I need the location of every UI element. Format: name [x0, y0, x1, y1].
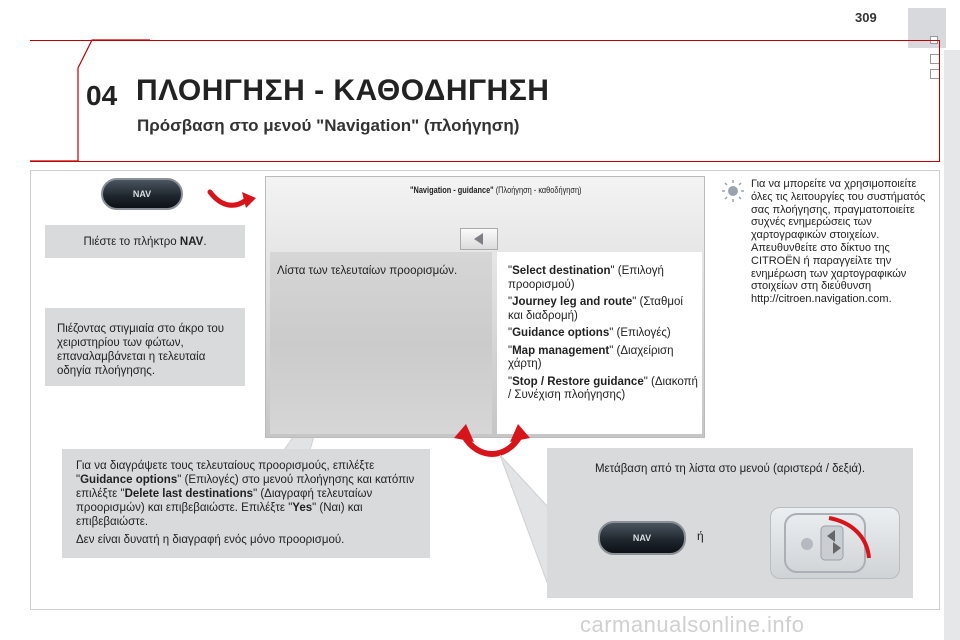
delete-text-4: " (Ναι) και επιβεβαιώστε. [76, 502, 363, 528]
menu-item-label: Guidance options [512, 327, 610, 339]
menu-item-desc: (Σταθμοί και διαδρομή) [508, 296, 683, 322]
screen-title [410, 185, 582, 195]
menu-list [508, 265, 700, 407]
nav-key-label: NAV [179, 236, 204, 248]
nav-button-2: NAV [598, 521, 686, 555]
press-nav-period: . [203, 236, 207, 248]
side-rail [944, 50, 960, 640]
chapter-number: 04 [86, 80, 118, 111]
info-lamp-icon [722, 180, 744, 202]
menu-item-label: Select destination [512, 265, 611, 277]
delete-last-label: Delete last destinations [124, 488, 254, 500]
delete-text-2: " (Επιλογές) στο μενού πλοήγησης και κατόπιν επιλέξτε " [76, 474, 415, 500]
menu-item-stop-restore[interactable]: "Stop / Restore guidance" (Διακοπή / Συνέχιση πλοήγησης) [508, 375, 698, 401]
back-arrow-icon [461, 229, 497, 249]
screen-title-rest: (Πλοήγηση - καθοδήγηση) [493, 185, 582, 195]
press-nav-note [45, 225, 245, 258]
menu-item-desc: (Διαχείριση χάρτη) [508, 344, 674, 370]
menu-item-select-destination[interactable]: "Select destination" (Επιλογή προορισμού) [508, 265, 664, 291]
recent-destinations-list[interactable] [270, 252, 492, 434]
delete-text-3: " (Διαγραφή τελευταίων προορισμών) και επιβεβαιώστε. Επιλέξτε " [76, 488, 373, 514]
steering-controls-icon [771, 508, 900, 579]
menu-item-desc: (Επιλογή προορισμού) [508, 265, 664, 291]
menu-item-map-management[interactable]: "Map management" (Διαχείριση χάρτη) [508, 344, 674, 370]
delete-single-note: Δεν είναι δυνατή η διαγραφή ενός μόνο προορισμού. [76, 534, 345, 546]
nav-button: NAV [101, 178, 183, 210]
press-nav-text: Πιέστε το πλήκτρο [83, 236, 180, 248]
menu-item-guidance-options[interactable]: "Guidance options" (Επιλογές) [508, 327, 671, 339]
page-subtitle: Πρόσβαση στο μενού "Navigation" (πλοήγηση) [137, 116, 520, 135]
menu-item-desc: (Διακοπή / Συνέχιση πλοήγησης) [508, 375, 698, 401]
switch-list-text: Μετάβαση από τη λίστα στο μενού (αριστερά / δεξιά). [594, 463, 866, 475]
delete-text-1: Για να διαγράψετε τους τελευταίους προορισμούς, επιλέξτε " [76, 460, 375, 486]
menu-item-journey-leg[interactable]: "Journey leg and route" (Σταθμοί και διαδρομή) [508, 296, 683, 322]
page-number: 309 [855, 10, 877, 25]
callout-pointer-right [500, 455, 550, 595]
red-arrow-icon [208, 186, 258, 216]
steering-controls-image [770, 507, 900, 579]
recent-destinations-label: Λίστα των τελευταίων προορισμών. [277, 265, 458, 277]
watermark: carmanualsonline.info [580, 612, 805, 637]
menu-item-label: Journey leg and route [512, 296, 633, 308]
yes-label: Yes [292, 502, 313, 514]
update-info: Για να μπορείτε να χρησιμοποιείτε όλες τις λειτουργίες του συστήματός σας πλοήγησης, πραγματοποιείτε συχνές ενημερώσεις των χαρτογραφικών στοιχείων. Απευθυνθείτε στο δίκτυο της CITROËN ή παραγγείλτε την ενημέρωση των χαρτογραφικών στοιχείων στη διεύθυνση http://citroen.navigation.com. [751, 178, 926, 306]
menu-item-label: Map management [512, 344, 610, 357]
delete-destinations-note [62, 449, 430, 558]
menu-item-desc: (Επιλογές) [613, 327, 671, 339]
menu-item-label: Stop / Restore guidance [512, 375, 644, 388]
guidance-options-label: Guidance options [80, 474, 178, 486]
screen-title-bold: "Navigation - guidance" [410, 185, 494, 195]
quick-press-note: Πιέζοντας στιγμιαία στο άκρο του χειριστηρίου των φώτων, επαναλαμβάνεται η τελευταία οδηγία πλοήγησης. [45, 308, 245, 386]
page-title: ΠΛΟΗΓΗΣΗ - ΚΑΘΟΔΗΓΗΣΗ [136, 74, 550, 107]
back-button[interactable] [460, 228, 498, 250]
or-label: ή [697, 529, 704, 543]
